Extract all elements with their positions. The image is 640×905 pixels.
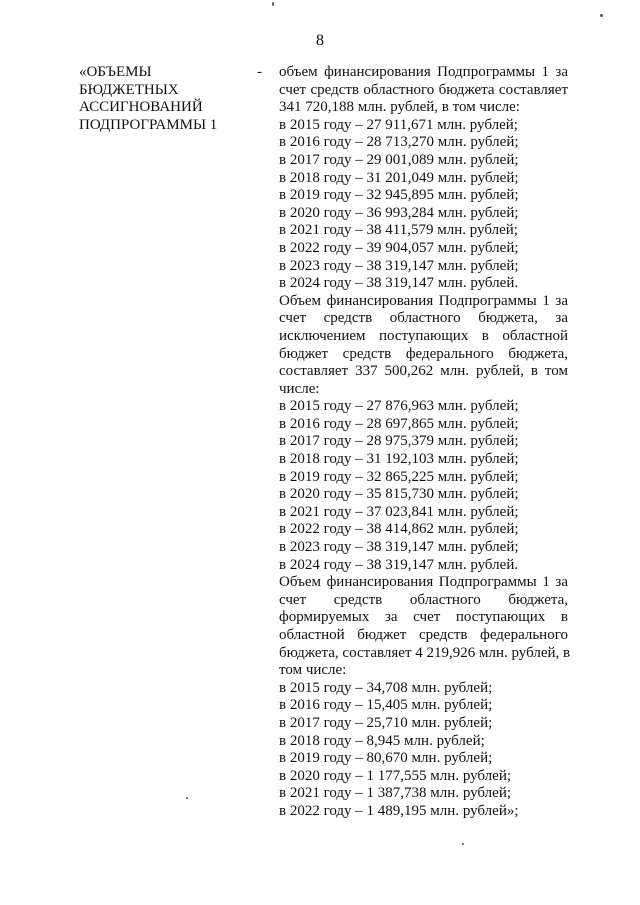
year-item: в 2022 году – 39 904,057 млн. рублей;: [279, 239, 519, 256]
year-list-excluding-federal: [279, 398, 568, 574]
text-line: областной бюджет средств федерального: [279, 627, 568, 643]
text-line: Объем финансирования Подпрограммы 1 за: [279, 292, 568, 309]
text-line: том числе:: [279, 662, 347, 679]
year-item: в 2015 году – 34,708 млн. рублей;: [279, 679, 493, 696]
year-item: в 2024 году – 38 319,147 млн. рублей.: [279, 275, 519, 292]
scan-speck: [272, 2, 274, 6]
scan-speck: [600, 14, 603, 17]
year-item: в 2018 году – 31 201,049 млн. рублей;: [279, 169, 519, 186]
year-item: в 2019 году – 32 865,225 млн. рублей;: [279, 468, 519, 485]
text-line: счет средств областного бюджета,: [279, 591, 568, 608]
page-number: 8: [316, 32, 324, 49]
year-item: в 2019 году – 80,670 млн. рублей;: [279, 750, 493, 767]
year-item: в 2023 году – 38 319,147 млн. рублей;: [279, 257, 519, 274]
year-item: в 2022 году – 1 489,195 млн. рублей»;: [279, 802, 519, 819]
text-line: числе:: [279, 380, 320, 397]
year-item: в 2015 году – 27 876,963 млн. рублей;: [279, 398, 519, 415]
text-line: объем финансирования Подпрограммы 1 за: [279, 64, 568, 80]
year-item: в 2016 году – 28 697,865 млн. рублей;: [279, 415, 519, 432]
paragraph-federal-funds: [279, 574, 571, 680]
heading-line: «ОБЪЕМЫ: [79, 64, 152, 80]
year-item: в 2017 году – 25,710 млн. рублей;: [279, 714, 493, 731]
text-line: исключением поступающих в областной: [279, 327, 568, 344]
heading-line: БЮДЖЕТНЫХ: [79, 81, 179, 98]
year-item: в 2021 году – 38 411,579 млн. рублей;: [279, 222, 518, 239]
year-item: в 2018 году – 31 192,103 млн. рублей;: [279, 451, 519, 468]
year-item: в 2017 году – 28 975,379 млн. рублей;: [279, 433, 519, 450]
year-item: в 2020 году – 35 815,730 млн. рублей;: [279, 486, 519, 503]
text-line: бюджета, составляет 4 219,926 млн. рублей, в: [279, 644, 571, 661]
year-list-total: [279, 117, 568, 293]
year-item: в 2023 году – 38 319,147 млн. рублей;: [279, 539, 519, 556]
heading-line: АССИГНОВАНИЙ: [79, 99, 203, 116]
section-heading: [79, 64, 249, 134]
text-line: счет средств областного бюджета составляет: [279, 81, 568, 98]
year-item: в 2016 году – 15,405 млн. рублей;: [279, 697, 493, 714]
paragraph-total-funding: [279, 64, 568, 117]
text-line: счет средств областного бюджета, за: [279, 310, 568, 327]
year-item: в 2022 году – 38 414,862 млн. рублей;: [279, 521, 519, 538]
text-line: Объем финансирования Подпрограммы 1 за: [279, 574, 568, 591]
year-item: в 2015 году – 27 911,671 млн. рублей;: [279, 116, 518, 133]
year-list-federal: [279, 680, 568, 821]
year-item: в 2019 году – 32 945,895 млн. рублей;: [279, 187, 519, 204]
text-line: формируемых за счет поступающих в: [279, 609, 568, 626]
paragraph-excluding-federal: [279, 293, 568, 399]
scan-speck: [462, 843, 464, 845]
scan-speck: [186, 797, 188, 799]
heading-line: ПОДПРОГРАММЫ 1: [79, 116, 218, 133]
text-line: 341 720,188 млн. рублей, в том числе:: [279, 99, 520, 116]
year-item: в 2024 году – 38 319,147 млн. рублей.: [279, 556, 519, 573]
year-item: в 2018 году – 8,945 млн. рублей;: [279, 732, 485, 749]
text-line: бюджет средств федерального бюджета,: [279, 345, 568, 362]
list-dash-marker: -: [257, 64, 262, 80]
funding-description: [279, 64, 571, 821]
year-item: в 2021 году – 37 023,841 млн. рублей;: [279, 503, 519, 520]
year-item: в 2020 году – 1 177,555 млн. рублей;: [279, 767, 512, 784]
year-item: в 2017 году – 29 001,089 млн. рублей;: [279, 151, 519, 168]
text-line: составляет 337 500,262 млн. рублей, в том: [279, 363, 568, 380]
year-item: в 2016 году – 28 713,270 млн. рублей;: [279, 134, 519, 151]
year-item: в 2021 году – 1 387,738 млн. рублей;: [279, 785, 512, 802]
year-item: в 2020 году – 36 993,284 млн. рублей;: [279, 204, 519, 221]
